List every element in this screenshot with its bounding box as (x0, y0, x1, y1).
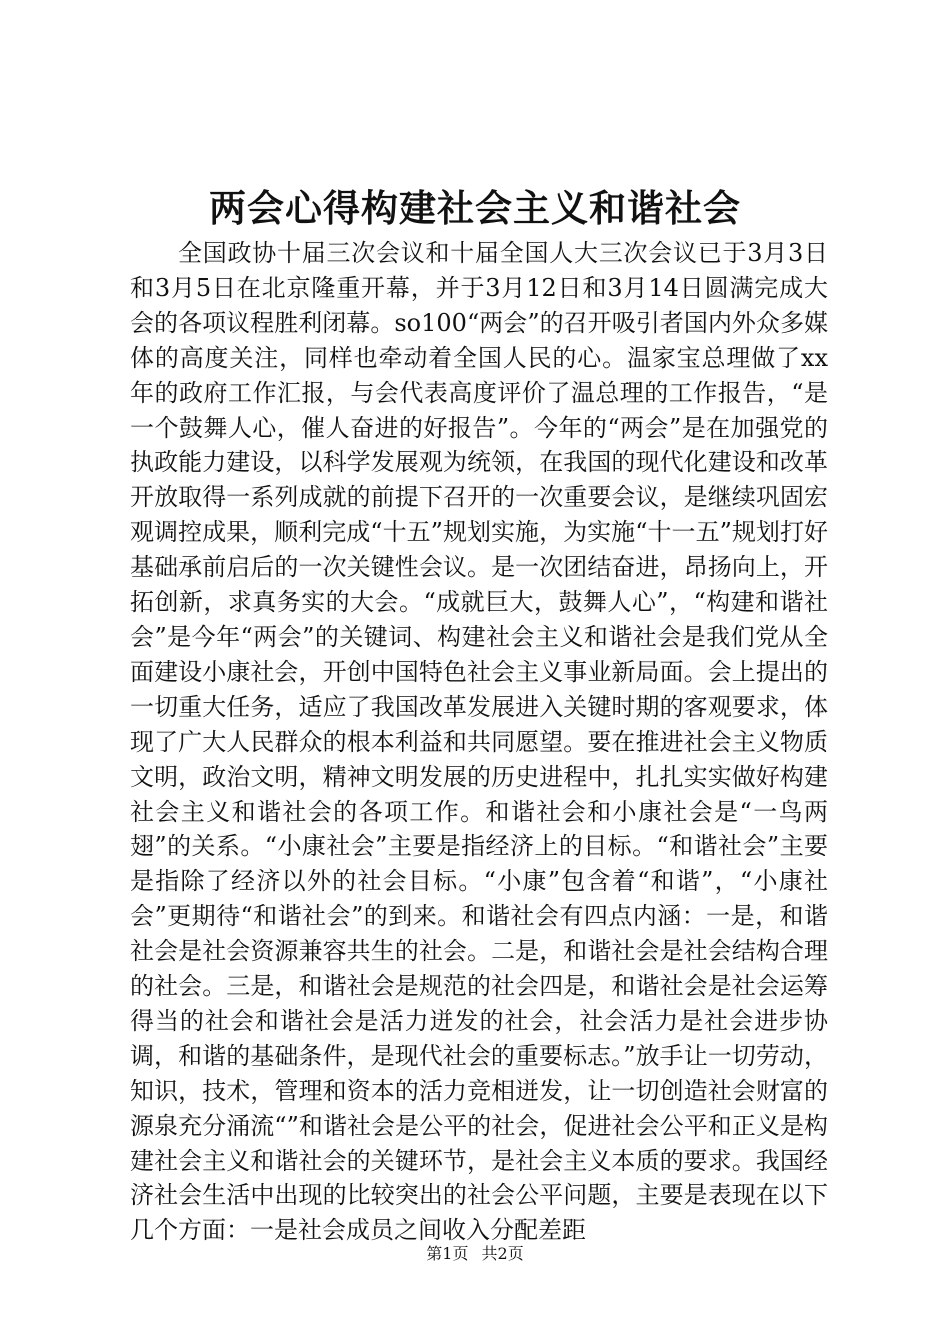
document-body: 全国政协十届三次会议和十届全国人大三次会议已于3月3日和3月5日在北京隆重开幕，并于3月12日和3月14日圆满完成大会的各项议程胜利闭幕。so100“两会”的召开吸引者国内外众多媒体的高度关注，同样也牵动着全国人民的心。温家宝总理做了xx年的政府工作汇报，与会代表高度评价了温总理的工作报告，“是一个鼓舞人心，催人奋进的好报告”。今年的“两会”是在加强党的执政能力建设，以科学发展观为统领，在我国的现代化建设和改革开放取得一系列成就的前提下召开的一次重要会议，是继续巩固宏观调控成果，顺利完成“十五”规划实施，为实施“十一五”规划打好基础承前启后的一次关键性会议。是一次团结奋进，昂扬向上，开拓创新，求真务实的大会。“成就巨大，鼓舞人心”，“构建和谐社会”是今年“两会”的关键词、构建社会主义和谐社会是我们党从全面建设小康社会，开创中国特色社会主义事业新局面。会上提出的一切重大任务，适应了我国改革发展进入关键时期的客观要求，体现了广大人民群众的根本利益和共同愿望。要在推进社会主义物质文明，政治文明，精神文明发展的历史进程中，扎扎实实做好构建社会主义和谐社会的各项工作。和谐社会和小康社会是“一鸟两翅”的关系。“小康社会”主要是指经济上的目标。“和谐社会”主要是指除了经济以外的社会目标。“小康”包含着“和谐”，“小康社会”更期待“和谐社会”的到来。和谐社会有四点内涵：一是，和谐社会是社会资源兼容共生的社会。二是，和谐社会是社会结构合理的社会。三是，和谐社会是规范的社会四是，和谐社会是社会运筹得当的社会和谐社会是活力迸发的社会，社会活力是社会进步协调，和谐的基础条件，是现代社会的重要标志。”放手让一切劳动，知识，技术，管理和资本的活力竞相迸发，让一切创造社会财富的源泉充分涌流“”和谐社会是公平的社会，促进社会公平和正义是构建社会主义和谐社会的关键环节，是社会主义本质的要求。我国经济社会生活中出现的比较突出的社会公平问题，主要是表现在以下几个方面：一是社会成员之间收入分配差距 (130, 239, 828, 1245)
page-footer (0, 1243, 950, 1265)
page-number-current: 第1页 (426, 1244, 469, 1263)
document-title: 两会心得构建社会主义和谐社会 (209, 186, 741, 230)
page-number-total: 共2页 (481, 1244, 524, 1263)
